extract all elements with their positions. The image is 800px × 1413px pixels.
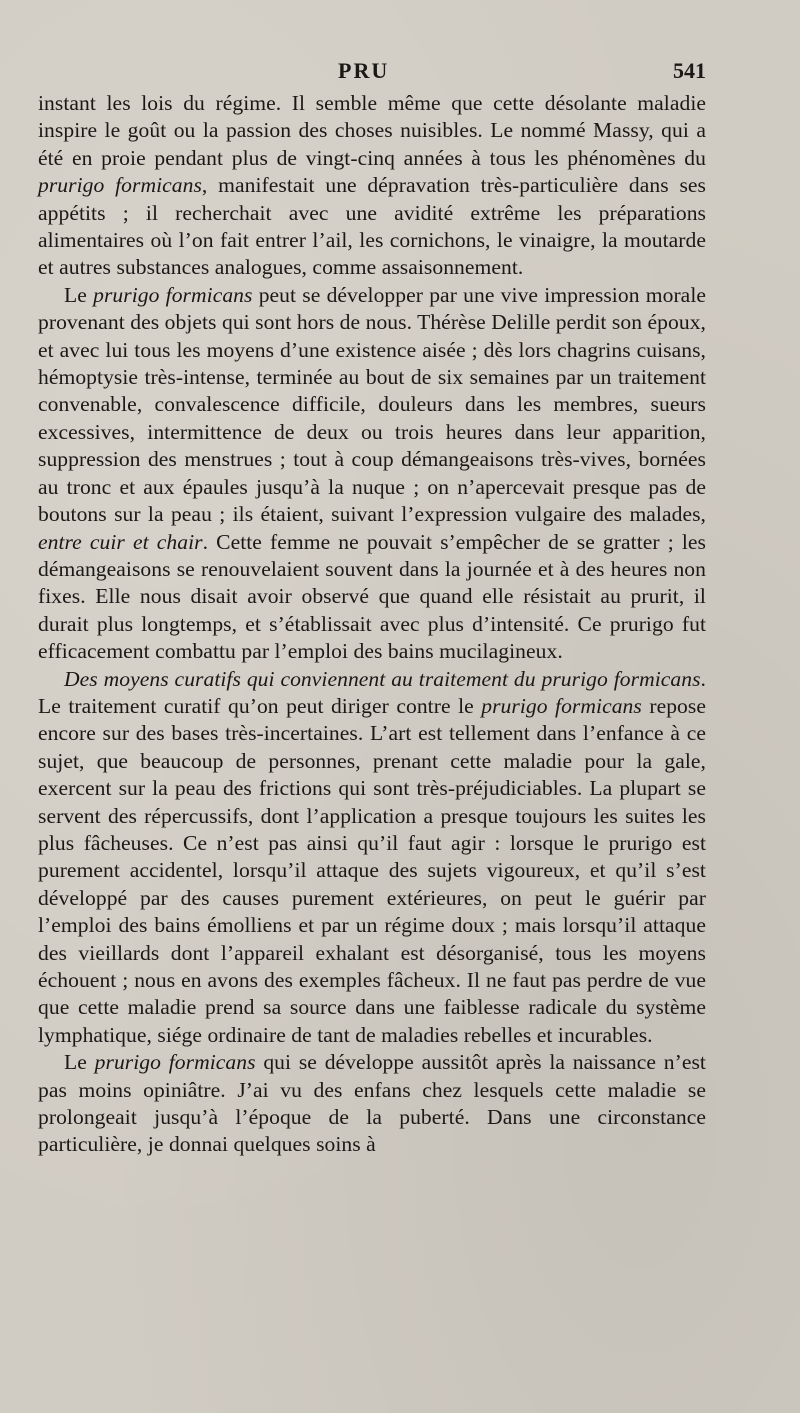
paragraph-3-text-2: repose encore sur des bases très-incertaines. L’art est tellement dans l’enfance à ce sujet, que beaucoup de personnes, prenant cette maladie pour la gale, exercent sur la peau des frictions qui sont très-préjudiciables. La plupart se servent des répercussifs, dont l’application a presque toujours les suites les plus fâcheuses. Ce n’est pas ainsi qu’il faut agir : lorsque le prurigo est purement accidentel, lorsqu’il attaque des sujets vigoureux, et qu’il s’est développé par des causes purement extérieures, on peut le guérir par l’emploi des bains émolliens et par un régime doux ; mais lorsqu’il attaque des vieillards dont l’appareil exhalant est désorganisé, tous les moyens échouent ; nous en avons des exemples fâcheux. Il ne faut pas perdre de vue que cette maladie prend sa source dans une faiblesse radicale du système lymphatique, siége ordinaire de tant de maladies rebelles et incurables. bbox=[38, 693, 706, 1047]
paragraph-3-heading-italic: Des moyens curatifs qui conviennent au traitement du prurigo formicans bbox=[64, 666, 701, 691]
paragraph-2-text-2: peut se développer par une vive impression morale provenant des objets qui sont hors de nous. Thérèse Delille perdit son époux, et avec lui tous les moyens d’une existence aisée ; dès lors chagrins cuisans, hémoptysie très-intense, terminée au bout de six semaines par un traitement convenable, convalescence difficile, douleurs dans les membres, sueurs excessives, intermittence de deux ou trois heures dans leur apparition, suppression des menstrues ; tout à coup démangeaisons très-vives, bornées au tronc et aux épaules jusqu’à la nuque ; on n’apercevait presque pas de boutons sur la peau ; ils étaient, suivant l’expression vulgaire des malades, bbox=[38, 282, 706, 527]
paragraph-3-italic-2: prurigo formicans bbox=[481, 693, 642, 718]
paragraph-1 bbox=[38, 90, 706, 282]
paragraph-4-text-1: Le bbox=[64, 1050, 95, 1075]
paragraph-2-text-1: Le bbox=[64, 282, 94, 307]
paragraph-2 bbox=[38, 282, 706, 666]
paragraph-3-text-1: . Le traitement curatif qu’on peut diriger contre le bbox=[38, 666, 706, 718]
paragraph-1-italic-1: prurigo formicans bbox=[38, 173, 202, 198]
paragraph-3 bbox=[38, 666, 706, 1050]
page-body bbox=[38, 90, 706, 1159]
paragraph-2-italic-1: prurigo formicans bbox=[93, 282, 253, 307]
paragraph-4 bbox=[38, 1049, 706, 1159]
paragraph-2-text-3: . Cette femme ne pouvait s’empêcher de se gratter ; les démangeaisons se renouvelaient souvent dans la journée et à des heures non fixes. Elle nous disait avoir observé que quand elle résistait au prurit, il durait plus longtemps, et s’établissait avec plus d’intensité. Ce prurigo fut efficacement combattu par l’emploi des bains mucilagineux. bbox=[38, 529, 706, 664]
paragraph-4-text-2: qui se développe aussitôt après la naissance n’est pas moins opiniâtre. J’ai vu des enfans chez lesquels cette maladie se prolongeait jusqu’à l’époque de la puberté. Dans une circonstance particulière, je donnai quelques soins à bbox=[38, 1050, 706, 1157]
page-number: 541 bbox=[673, 58, 706, 83]
paragraph-4-italic-1: prurigo formicans bbox=[94, 1050, 256, 1075]
paragraph-1-text-2: , manifestait une dépravation très-particulière dans ses appétits ; il recherchait avec une avidité extrême les préparations alimentaires où l’on fait entrer l’ail, les cornichons, le vinaigre, la moutarde et autres substances analogues, comme assaisonnement. bbox=[38, 173, 706, 280]
running-head: PRU bbox=[338, 58, 390, 83]
page-header bbox=[38, 56, 706, 90]
paragraph-1-text-1: instant les lois du régime. Il semble même que cette désolante maladie inspire le goût ou la passion des choses nuisibles. Le nommé Massy, qui a été en proie pendant plus de vingt-cinq années à tous les phénomènes du bbox=[38, 91, 706, 170]
paragraph-2-italic-2: entre cuir et chair bbox=[38, 529, 203, 554]
